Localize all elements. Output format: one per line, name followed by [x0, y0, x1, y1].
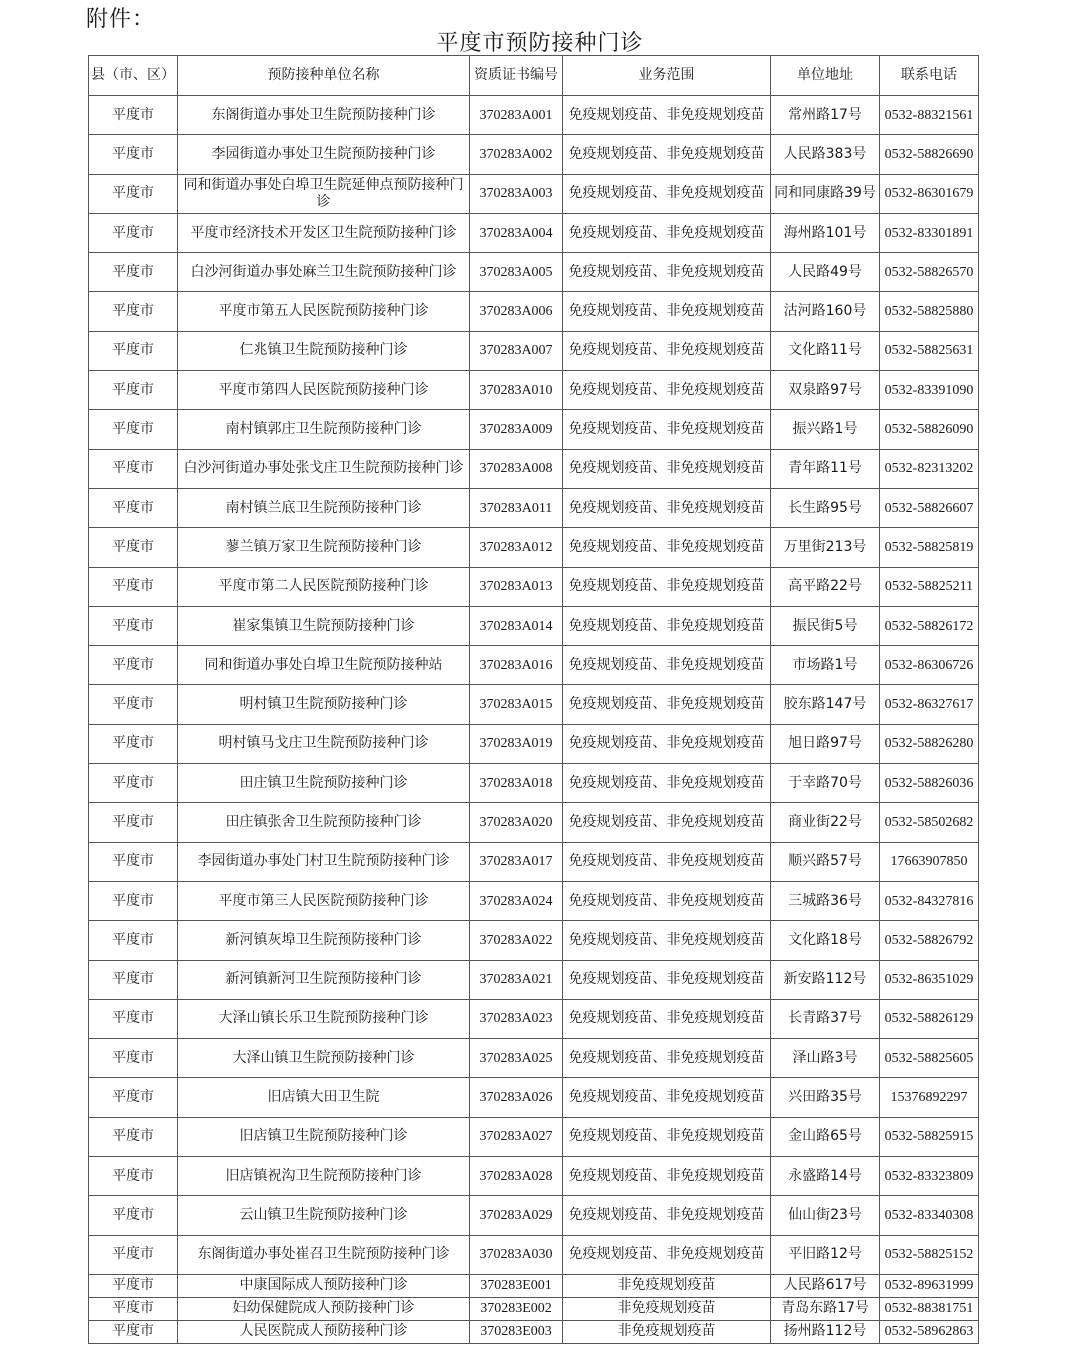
cell-phone: 17663907850 [880, 842, 979, 881]
col-header-phone: 联系电话 [880, 56, 979, 96]
table-row [89, 1039, 979, 1078]
cell-phone: 0532-84327816 [880, 881, 979, 920]
cell-phone: 0532-58826570 [880, 253, 979, 292]
cell-code: 370283A022 [470, 921, 563, 960]
cell-county: 平度市 [89, 253, 178, 292]
cell-name: 新河镇灰埠卫生院预防接种门诊 [178, 921, 470, 960]
table-row [89, 1078, 979, 1117]
cell-phone: 0532-58826280 [880, 724, 979, 763]
cell-scope: 免疫规划疫苗、非免疫规划疫苗 [563, 96, 771, 135]
cell-county: 平度市 [89, 1078, 178, 1117]
cell-county: 平度市 [89, 960, 178, 999]
cell-county: 平度市 [89, 488, 178, 527]
cell-code: 370283A001 [470, 96, 563, 135]
cell-phone: 0532-58502682 [880, 803, 979, 842]
cell-county: 平度市 [89, 292, 178, 331]
cell-county: 平度市 [89, 96, 178, 135]
table-row [89, 410, 979, 449]
cell-code: 370283A029 [470, 1196, 563, 1235]
cell-phone: 0532-58825915 [880, 1117, 979, 1156]
cell-code: 370283A018 [470, 764, 563, 803]
cell-code: 370283A024 [470, 881, 563, 920]
cell-county: 平度市 [89, 174, 178, 213]
cell-code: 370283A005 [470, 253, 563, 292]
table-row [89, 331, 979, 370]
cell-scope: 免疫规划疫苗、非免疫规划疫苗 [563, 1157, 771, 1196]
cell-scope: 免疫规划疫苗、非免疫规划疫苗 [563, 960, 771, 999]
cell-address: 文化路11号 [771, 331, 880, 370]
cell-scope: 免疫规划疫苗、非免疫规划疫苗 [563, 1078, 771, 1117]
cell-code: 370283A021 [470, 960, 563, 999]
cell-scope: 免疫规划疫苗、非免疫规划疫苗 [563, 292, 771, 331]
cell-address: 市场路1号 [771, 646, 880, 685]
cell-name: 明村镇马戈庄卫生院预防接种门诊 [178, 724, 470, 763]
cell-scope: 免疫规划疫苗、非免疫规划疫苗 [563, 410, 771, 449]
cell-scope: 免疫规划疫苗、非免疫规划疫苗 [563, 842, 771, 881]
page-title: 平度市预防接种门诊 [436, 31, 644, 56]
cell-code: 370283A003 [470, 174, 563, 213]
cell-address: 平旧路12号 [771, 1235, 880, 1274]
cell-address: 沽河路160号 [771, 292, 880, 331]
cell-county: 平度市 [89, 213, 178, 252]
cell-scope: 免疫规划疫苗、非免疫规划疫苗 [563, 764, 771, 803]
cell-name: 蓼兰镇万家卫生院预防接种门诊 [178, 528, 470, 567]
cell-scope: 免疫规划疫苗、非免疫规划疫苗 [563, 174, 771, 213]
cell-name: 旧店镇大田卫生院 [178, 1078, 470, 1117]
cell-scope: 免疫规划疫苗、非免疫规划疫苗 [563, 803, 771, 842]
cell-name: 云山镇卫生院预防接种门诊 [178, 1196, 470, 1235]
cell-name: 同和街道办事处白埠卫生院预防接种站 [178, 646, 470, 685]
cell-scope: 非免疫规划疫苗 [563, 1320, 771, 1343]
table-row [89, 135, 979, 174]
cell-phone: 15376892297 [880, 1078, 979, 1117]
cell-code: 370283E001 [470, 1274, 563, 1297]
cell-address: 双泉路97号 [771, 371, 880, 410]
cell-name: 妇幼保健院成人预防接种门诊 [178, 1297, 470, 1320]
table-row [89, 921, 979, 960]
cell-code: 370283A026 [470, 1078, 563, 1117]
cell-address: 长生路95号 [771, 488, 880, 527]
cell-county: 平度市 [89, 410, 178, 449]
cell-name: 人民医院成人预防接种门诊 [178, 1320, 470, 1343]
cell-name: 平度市第五人民医院预防接种门诊 [178, 292, 470, 331]
col-header-code: 资质证书编号 [470, 56, 563, 96]
table-row [89, 881, 979, 920]
cell-name: 田庄镇张舍卫生院预防接种门诊 [178, 803, 470, 842]
cell-county: 平度市 [89, 1157, 178, 1196]
cell-name: 东阁街道办事处崔召卫生院预防接种门诊 [178, 1235, 470, 1274]
cell-name: 田庄镇卫生院预防接种门诊 [178, 764, 470, 803]
cell-code: 370283A019 [470, 724, 563, 763]
cell-scope: 免疫规划疫苗、非免疫规划疫苗 [563, 606, 771, 645]
clinic-table [88, 55, 979, 1344]
cell-county: 平度市 [89, 528, 178, 567]
cell-scope: 免疫规划疫苗、非免疫规划疫苗 [563, 488, 771, 527]
cell-code: 370283A020 [470, 803, 563, 842]
cell-scope: 免疫规划疫苗、非免疫规划疫苗 [563, 371, 771, 410]
col-header-scope: 业务范围 [563, 56, 771, 96]
cell-address: 文化路18号 [771, 921, 880, 960]
cell-phone: 0532-83340308 [880, 1196, 979, 1235]
cell-county: 平度市 [89, 1235, 178, 1274]
cell-address: 人民路383号 [771, 135, 880, 174]
cell-code: 370283A014 [470, 606, 563, 645]
table-row [89, 292, 979, 331]
cell-scope: 免疫规划疫苗、非免疫规划疫苗 [563, 528, 771, 567]
cell-scope: 免疫规划疫苗、非免疫规划疫苗 [563, 999, 771, 1038]
cell-phone: 0532-58826036 [880, 764, 979, 803]
table-header-row [89, 56, 979, 96]
table-row [89, 803, 979, 842]
cell-phone: 0532-58825880 [880, 292, 979, 331]
cell-scope: 免疫规划疫苗、非免疫规划疫苗 [563, 724, 771, 763]
cell-scope: 免疫规划疫苗、非免疫规划疫苗 [563, 921, 771, 960]
col-header-address: 单位地址 [771, 56, 880, 96]
cell-scope: 免疫规划疫苗、非免疫规划疫苗 [563, 1235, 771, 1274]
cell-scope: 免疫规划疫苗、非免疫规划疫苗 [563, 1196, 771, 1235]
cell-name: 白沙河街道办事处张戈庄卫生院预防接种门诊 [178, 449, 470, 488]
cell-phone: 0532-58826172 [880, 606, 979, 645]
cell-address: 同和同康路39号 [771, 174, 880, 213]
cell-name: 同和街道办事处白埠卫生院延伸点预防接种门诊 [178, 174, 470, 213]
col-header-county: 县（市、区） [89, 56, 178, 96]
cell-county: 平度市 [89, 1117, 178, 1156]
cell-address: 万里街213号 [771, 528, 880, 567]
col-header-name: 预防接种单位名称 [178, 56, 470, 96]
cell-code: 370283A016 [470, 646, 563, 685]
cell-name: 仁兆镇卫生院预防接种门诊 [178, 331, 470, 370]
table-row [89, 646, 979, 685]
cell-county: 平度市 [89, 567, 178, 606]
cell-phone: 0532-83391090 [880, 371, 979, 410]
table-row [89, 96, 979, 135]
table-row [89, 1157, 979, 1196]
cell-phone: 0532-58826690 [880, 135, 979, 174]
cell-phone: 0532-82313202 [880, 449, 979, 488]
cell-county: 平度市 [89, 606, 178, 645]
cell-name: 平度市第四人民医院预防接种门诊 [178, 371, 470, 410]
cell-phone: 0532-58825631 [880, 331, 979, 370]
table-row [89, 1274, 979, 1297]
cell-phone: 0532-88381751 [880, 1297, 979, 1320]
cell-address: 扬州路112号 [771, 1320, 880, 1343]
cell-code: 370283A012 [470, 528, 563, 567]
cell-name: 崔家集镇卫生院预防接种门诊 [178, 606, 470, 645]
cell-phone: 0532-89631999 [880, 1274, 979, 1297]
cell-code: 370283E002 [470, 1297, 563, 1320]
cell-county: 平度市 [89, 921, 178, 960]
cell-code: 370283A023 [470, 999, 563, 1038]
cell-phone: 0532-58962863 [880, 1320, 979, 1343]
table-row [89, 371, 979, 410]
table-row [89, 764, 979, 803]
table-row [89, 174, 979, 213]
cell-county: 平度市 [89, 646, 178, 685]
cell-address: 三城路36号 [771, 881, 880, 920]
cell-name: 中康国际成人预防接种门诊 [178, 1274, 470, 1297]
cell-name: 旧店镇祝沟卫生院预防接种门诊 [178, 1157, 470, 1196]
cell-address: 于幸路70号 [771, 764, 880, 803]
cell-scope: 非免疫规划疫苗 [563, 1274, 771, 1297]
cell-code: 370283E003 [470, 1320, 563, 1343]
table-row [89, 449, 979, 488]
cell-code: 370283A009 [470, 410, 563, 449]
cell-name: 南村镇兰底卫生院预防接种门诊 [178, 488, 470, 527]
cell-scope: 免疫规划疫苗、非免疫规划疫苗 [563, 1039, 771, 1078]
table-row [89, 253, 979, 292]
table-row [89, 1117, 979, 1156]
cell-county: 平度市 [89, 1297, 178, 1320]
table-row [89, 842, 979, 881]
cell-name: 平度市第三人民医院预防接种门诊 [178, 881, 470, 920]
cell-code: 370283A002 [470, 135, 563, 174]
cell-code: 370283A027 [470, 1117, 563, 1156]
cell-county: 平度市 [89, 135, 178, 174]
cell-name: 明村镇卫生院预防接种门诊 [178, 685, 470, 724]
cell-address: 青岛东路17号 [771, 1297, 880, 1320]
cell-address: 人民路49号 [771, 253, 880, 292]
cell-name: 南村镇郭庄卫生院预防接种门诊 [178, 410, 470, 449]
cell-code: 370283A004 [470, 213, 563, 252]
cell-name: 大泽山镇卫生院预防接种门诊 [178, 1039, 470, 1078]
table-row [89, 606, 979, 645]
cell-name: 李园街道办事处门村卫生院预防接种门诊 [178, 842, 470, 881]
cell-scope: 免疫规划疫苗、非免疫规划疫苗 [563, 213, 771, 252]
cell-county: 平度市 [89, 1196, 178, 1235]
cell-scope: 免疫规划疫苗、非免疫规划疫苗 [563, 881, 771, 920]
cell-phone: 0532-58826607 [880, 488, 979, 527]
cell-scope: 非免疫规划疫苗 [563, 1297, 771, 1320]
cell-address: 振兴路1号 [771, 410, 880, 449]
cell-name: 东阁街道办事处卫生院预防接种门诊 [178, 96, 470, 135]
cell-code: 370283A015 [470, 685, 563, 724]
cell-code: 370283A006 [470, 292, 563, 331]
table-row [89, 1235, 979, 1274]
cell-code: 370283A025 [470, 1039, 563, 1078]
cell-scope: 免疫规划疫苗、非免疫规划疫苗 [563, 253, 771, 292]
cell-address: 仙山街23号 [771, 1196, 880, 1235]
cell-phone: 0532-58826090 [880, 410, 979, 449]
table-row [89, 724, 979, 763]
cell-name: 旧店镇卫生院预防接种门诊 [178, 1117, 470, 1156]
cell-name: 新河镇新河卫生院预防接种门诊 [178, 960, 470, 999]
cell-code: 370283A011 [470, 488, 563, 527]
table-row [89, 213, 979, 252]
cell-phone: 0532-58825819 [880, 528, 979, 567]
cell-name: 平度市经济技术开发区卫生院预防接种门诊 [178, 213, 470, 252]
cell-address: 海州路101号 [771, 213, 880, 252]
cell-phone: 0532-86351029 [880, 960, 979, 999]
cell-scope: 免疫规划疫苗、非免疫规划疫苗 [563, 449, 771, 488]
cell-phone: 0532-58825211 [880, 567, 979, 606]
table-row [89, 1320, 979, 1343]
table-row [89, 1196, 979, 1235]
cell-county: 平度市 [89, 449, 178, 488]
cell-county: 平度市 [89, 842, 178, 881]
cell-scope: 免疫规划疫苗、非免疫规划疫苗 [563, 567, 771, 606]
cell-scope: 免疫规划疫苗、非免疫规划疫苗 [563, 685, 771, 724]
cell-phone: 0532-83323809 [880, 1157, 979, 1196]
cell-address: 青年路11号 [771, 449, 880, 488]
cell-address: 振民街5号 [771, 606, 880, 645]
cell-county: 平度市 [89, 1320, 178, 1343]
cell-scope: 免疫规划疫苗、非免疫规划疫苗 [563, 135, 771, 174]
cell-phone: 0532-58826792 [880, 921, 979, 960]
cell-phone: 0532-58825605 [880, 1039, 979, 1078]
cell-phone: 0532-83301891 [880, 213, 979, 252]
cell-county: 平度市 [89, 1039, 178, 1078]
cell-code: 370283A013 [470, 567, 563, 606]
cell-address: 兴田路35号 [771, 1078, 880, 1117]
cell-county: 平度市 [89, 881, 178, 920]
cell-county: 平度市 [89, 999, 178, 1038]
table-row [89, 567, 979, 606]
cell-address: 常州路17号 [771, 96, 880, 135]
cell-scope: 免疫规划疫苗、非免疫规划疫苗 [563, 331, 771, 370]
cell-address: 人民路617号 [771, 1274, 880, 1297]
cell-address: 胶东路147号 [771, 685, 880, 724]
cell-address: 高平路22号 [771, 567, 880, 606]
table-row [89, 528, 979, 567]
cell-county: 平度市 [89, 331, 178, 370]
cell-code: 370283A017 [470, 842, 563, 881]
table-row [89, 488, 979, 527]
cell-county: 平度市 [89, 724, 178, 763]
cell-phone: 0532-88321561 [880, 96, 979, 135]
table-row [89, 999, 979, 1038]
cell-phone: 0532-86301679 [880, 174, 979, 213]
cell-name: 大泽山镇长乐卫生院预防接种门诊 [178, 999, 470, 1038]
cell-address: 泽山路3号 [771, 1039, 880, 1078]
cell-address: 永盛路14号 [771, 1157, 880, 1196]
cell-name: 白沙河街道办事处麻兰卫生院预防接种门诊 [178, 253, 470, 292]
cell-county: 平度市 [89, 685, 178, 724]
cell-code: 370283A007 [470, 331, 563, 370]
cell-address: 金山路65号 [771, 1117, 880, 1156]
table-row [89, 1297, 979, 1320]
cell-address: 旭日路97号 [771, 724, 880, 763]
cell-phone: 0532-86327617 [880, 685, 979, 724]
cell-name: 李园街道办事处卫生院预防接种门诊 [178, 135, 470, 174]
cell-address: 长青路37号 [771, 999, 880, 1038]
cell-code: 370283A028 [470, 1157, 563, 1196]
cell-phone: 0532-86306726 [880, 646, 979, 685]
cell-scope: 免疫规划疫苗、非免疫规划疫苗 [563, 646, 771, 685]
cell-code: 370283A008 [470, 449, 563, 488]
cell-address: 新安路112号 [771, 960, 880, 999]
cell-address: 商业街22号 [771, 803, 880, 842]
cell-phone: 0532-58826129 [880, 999, 979, 1038]
table-row [89, 960, 979, 999]
cell-county: 平度市 [89, 764, 178, 803]
cell-name: 平度市第二人民医院预防接种门诊 [178, 567, 470, 606]
cell-county: 平度市 [89, 371, 178, 410]
cell-code: 370283A010 [470, 371, 563, 410]
cell-scope: 免疫规划疫苗、非免疫规划疫苗 [563, 1117, 771, 1156]
cell-address: 顺兴路57号 [771, 842, 880, 881]
cell-county: 平度市 [89, 803, 178, 842]
table-row [89, 685, 979, 724]
cell-phone: 0532-58825152 [880, 1235, 979, 1274]
attachment-label: 附件： [86, 7, 156, 32]
cell-code: 370283A030 [470, 1235, 563, 1274]
cell-county: 平度市 [89, 1274, 178, 1297]
